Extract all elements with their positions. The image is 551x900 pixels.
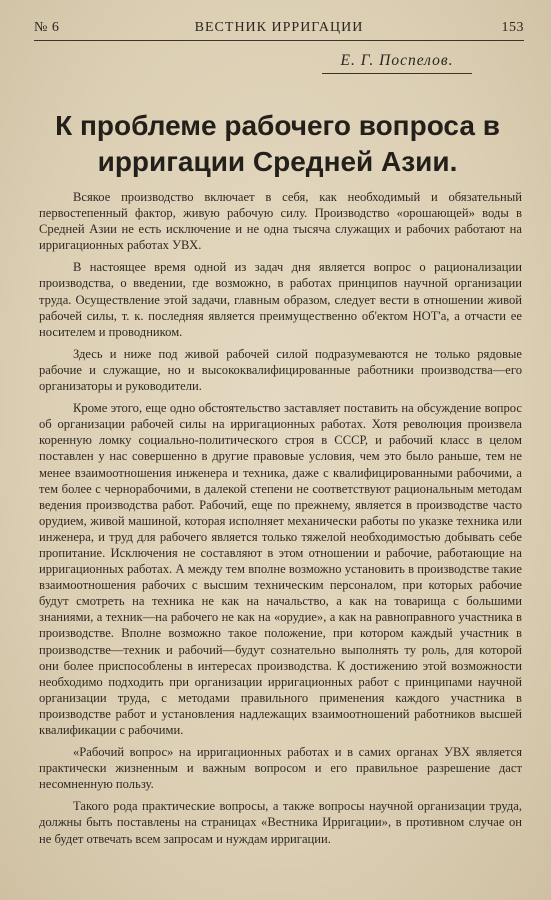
running-header bbox=[34, 18, 524, 41]
article-title: К проблеме рабочего вопроса в ирригации Средней Азии. bbox=[55, 110, 500, 177]
paragraph: В настоящее время одной из задач дня является вопрос о рационализации производства, о введении, где возможно, в работах принципов научной организации труда. Осуществление этой задачи, главным образом, следует вести в отношении живой рабочей силы, т. к. последняя является преимущественно об'ектом НОТ'а, а отчасти ее носителем и проводником. bbox=[39, 260, 522, 339]
article-body bbox=[39, 189, 522, 853]
paragraph: Кроме этого, еще одно обстоятельство заставляет поставить на обсуждение вопрос об организации рабочей силы на ирригационных работах. Хотя революция произвела коренную ломку социально-политического строя в СССР, и рабочий класс в целом поставлен у нас совершенно в другие правовые условия, чем это было раньше, тем не менее взаимоотношения инженера и техника, даже с квалифицированными рабочими, а тем более с чернорабочими, в далекой степени не соответствуют рациональным методам ведения производства работ. Рабочий, еще по прежнему, является в производстве часто орудием, живой машиной, которая исполняет механически работы по указке техника или инженера, и труд для рабочего является только тяжелой необходимостью добывать себе пропитание. Исключения не составляют в этом отношении и рабочие, работающие на ирригационных работах. А между тем вполне возможно установить в производстве такие взаимоотношения рабочих с высшим техническим персоналом, при которых рабочие будут смотреть на техника не как на начальство, а как на товарища с большими знаниями, а техник—на рабочего не как на «орудие», а как на равноправного участника в производстве. Вполне возможно такое положение, при котором каждый участник в производстве—техник и рабочий—будут сознательно выполнять ту роль, для которой они более приспособлены в интересах производства. К достижению этой возможности необходимо подходить при организации ирригационных работ с принципами научной организации труда, с методами правильного применения каждого участника в производстве работ и установления надлежащих взаимоотношений работников высшей квалификации с рабочими. bbox=[39, 401, 522, 737]
article-author: Е. Г. Поспелов. bbox=[322, 52, 472, 74]
issue-number: № 6 bbox=[34, 20, 60, 35]
paragraph: Такого рода практические вопросы, а также вопросы научной организации труда, должны быть поставлены на страницах «Вестника Ирригации», в противном случае он не будет отвечать всем запросам и нуждам ирригации. bbox=[39, 799, 522, 846]
journal-title: ВЕСТНИК ИРРИГАЦИИ bbox=[194, 20, 364, 35]
paragraph: Здесь и ниже под живой рабочей силой подразумеваются не только рядовые рабочие и служащие, но и высококвалифицированные работники производства—его организаторы и руководители. bbox=[39, 346, 522, 394]
paragraph: «Рабочий вопрос» на ирригационных работах и в самих органах УВХ является практически жизненным и важным вопросом и его правильное разрешение даст несомненную пользу. bbox=[39, 745, 522, 792]
paragraph: Всякое производство включает в себя, как необходимый и обязательный первостепенный фактор, живую рабочую силу. Производство «орошающей» воды в Средней Азии не есть исключение и не одна тысяча служащих и рабочих работают на ирригационных работах УВХ. bbox=[39, 190, 522, 253]
page-number: 153 bbox=[501, 20, 524, 35]
